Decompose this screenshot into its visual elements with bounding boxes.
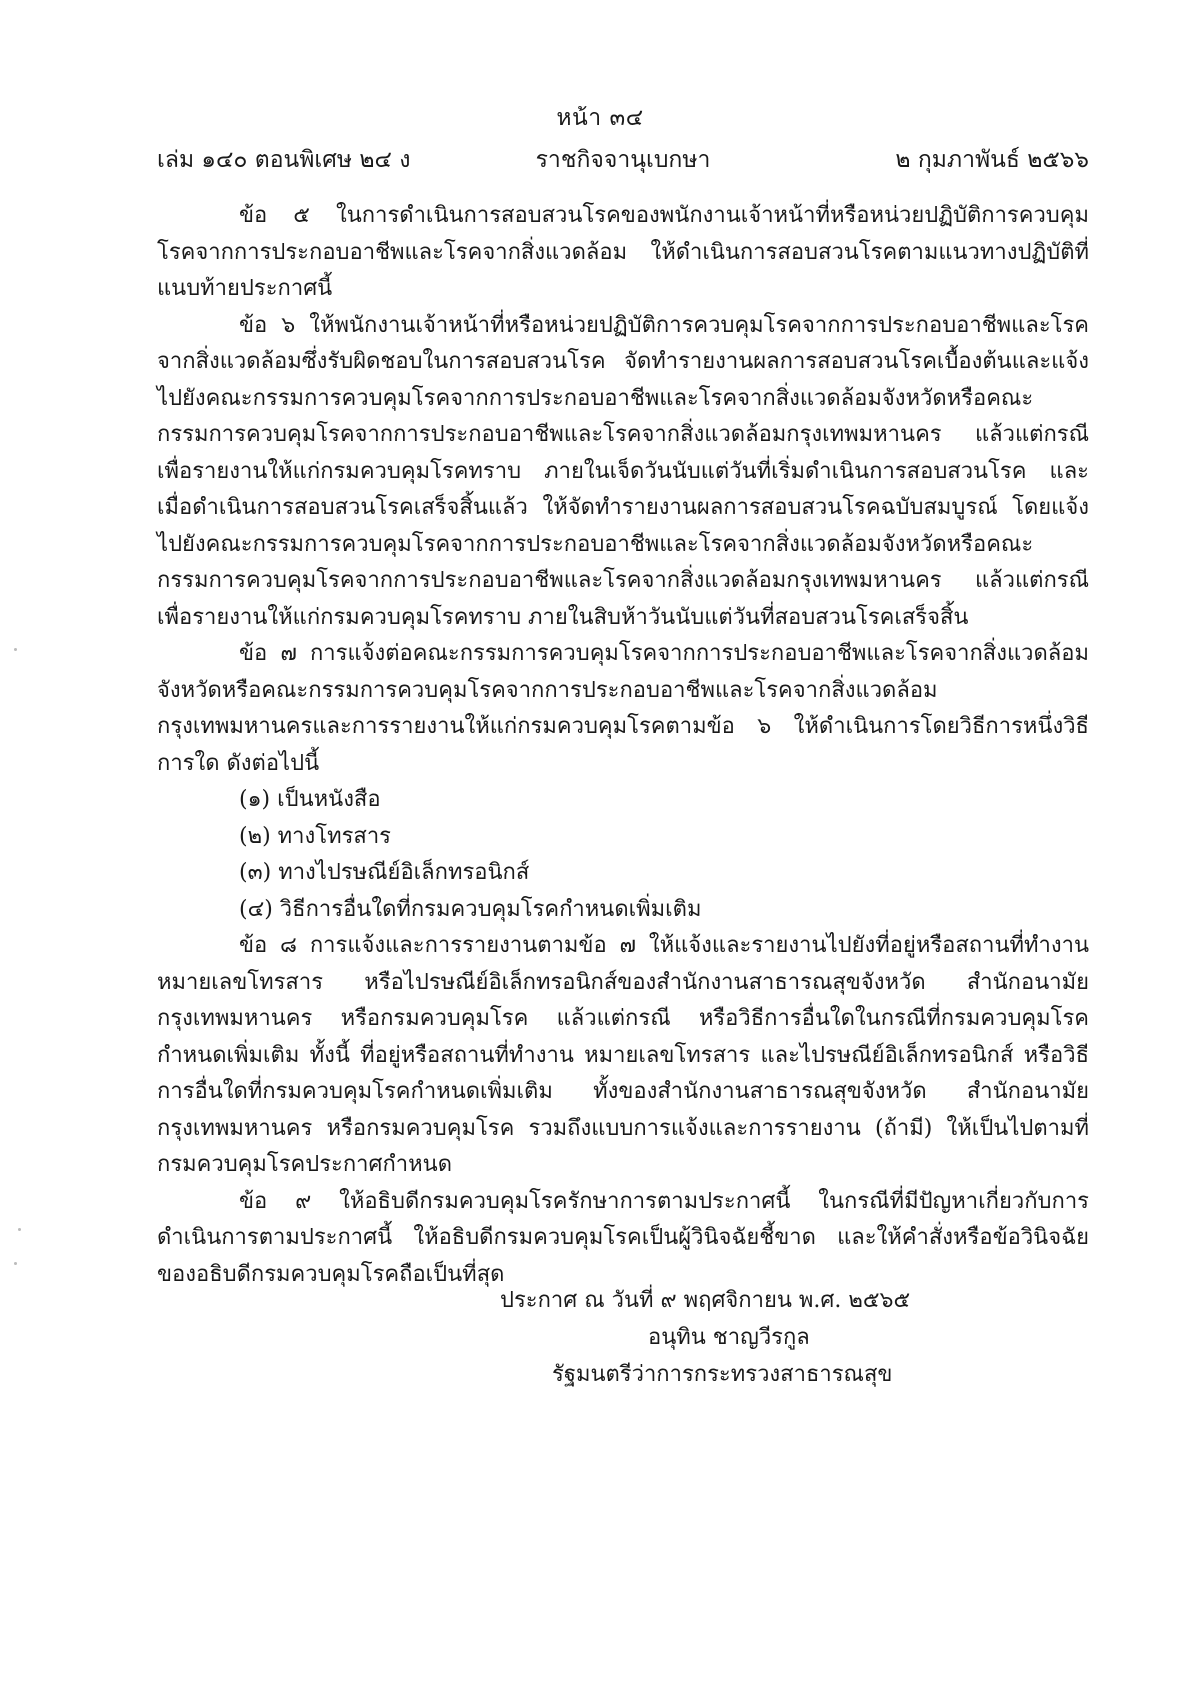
signatory-name: อนุทิน ชาญวีรกูล (648, 1325, 810, 1350)
gazette-header (157, 142, 1089, 176)
signatory-position: รัฐมนตรีว่าการกระทรวงสาธารณสุข (552, 1362, 893, 1387)
clause-7: ข้อ ๗ การแจ้งต่อคณะกรรมการควบคุมโรคจากการประกอบอาชีพและโรคจากสิ่งแวดล้อมจังหวัดหรือคณะกรรมการควบคุมโรคจากการประกอบอาชีพและโรคจากสิ่งแวดล้อมกรุงเทพมหานครและการรายงานให้แก่กรมควบคุมโรคตามข้อ ๖ ให้ดำเนินการโดยวิธีการหนึ่งวิธีการใด ดังต่อไปนี้ (157, 641, 1089, 776)
clause-7-item-2: (๒) ทางโทรสาร (239, 823, 391, 849)
scan-speck (14, 1262, 17, 1265)
scan-speck (18, 1228, 21, 1231)
clause-7-item-1: (๑) เป็นหนังสือ (239, 787, 381, 812)
announcement-date: ประกาศ ณ วันที่ ๙ พฤศจิกายน พ.ศ. ๒๕๖๕ (500, 1288, 911, 1313)
volume-info: เล่ม ๑๔๐ ตอนพิเศษ ๒๔ ง (157, 147, 411, 173)
clause-7-item-4: (๔) วิธีการอื่นใดที่กรมควบคุมโรคกำหนดเพิ่มเติม (239, 896, 702, 922)
signature-block (0, 1282, 1200, 1393)
scan-speck (14, 648, 17, 651)
clause-6: ข้อ ๖ ให้พนักงานเจ้าหน้าที่หรือหน่วยปฏิบัติการควบคุมโรคจากการประกอบอาชีพและโรคจากสิ่งแวดล้อมซึ่งรับผิดชอบในการสอบสวนโรค จัดทำรายงานผลการสอบสวนโรคเบื้องต้นและแจ้งไปยังคณะกรรมการควบคุมโรคจากการประกอบอาชีพและโรคจากสิ่งแวดล้อมจังหวัดหรือคณะกรรมการควบคุมโรคจากการประกอบอาชีพและโรคจากสิ่งแวดล้อมกรุงเทพมหานคร แล้วแต่กรณี เพื่อรายงานให้แก่กรมควบคุมโรคทราบ ภายในเจ็ดวันนับแต่วันที่เริ่มดำเนินการสอบสวนโรค และเมื่อดำเนินการสอบสวนโรคเสร็จสิ้นแล้ว ให้จัดทำรายงานผลการสอบสวนโรคฉบับสมบูรณ์ โดยแจ้งไปยังคณะกรรมการควบคุมโรคจากการประกอบอาชีพและโรคจากสิ่งแวดล้อมจังหวัดหรือคณะกรรมการควบคุมโรคจากการประกอบอาชีพและโรคจากสิ่งแวดล้อมกรุงเทพมหานคร แล้วแต่กรณี เพื่อรายงานให้แก่กรมควบคุมโรคทราบ ภายในสิบห้าวันนับแต่วันที่สอบสวนโรคเสร็จสิ้น (157, 312, 1089, 630)
publication-name: ราชกิจจานุเบกษา (535, 147, 711, 173)
clause-9: ข้อ ๙ ให้อธิบดีกรมควบคุมโรครักษาการตามประกาศนี้ ในกรณีที่มีปัญหาเกี่ยวกับการดำเนินการตามประกาศนี้ ให้อธิบดีกรมควบคุมโรคเป็นผู้วินิจฉัยชี้ขาด และให้คำสั่งหรือข้อวินิจฉัยของอธิบดีกรมควบคุมโรคถือเป็นที่สุด (157, 1188, 1089, 1287)
publication-date: ๒ กุมภาพันธ์ ๒๕๖๖ (895, 147, 1089, 173)
document-body (157, 198, 1089, 1293)
page-number: หน้า ๓๔ (556, 105, 644, 131)
clause-5: ข้อ ๕ ในการดำเนินการสอบสวนโรคของพนักงานเจ้าหน้าที่หรือหน่วยปฏิบัติการควบคุมโรคจากการประกอบอาชีพและโรคจากสิ่งแวดล้อม ให้ดำเนินการสอบสวนโรคตามแนวทางปฏิบัติที่แนบท้ายประกาศนี้ (157, 203, 1089, 301)
clause-7-item-3: (๓) ทางไปรษณีย์อิเล็กทรอนิกส์ (239, 860, 530, 885)
clause-8: ข้อ ๘ การแจ้งและการรายงานตามข้อ ๗ ให้แจ้งและรายงานไปยังที่อยู่หรือสถานที่ทำงาน หมายเลขโทรสาร หรือไปรษณีย์อิเล็กทรอนิกส์ของสำนักงานสาธารณสุขจังหวัด สำนักอนามัยกรุงเทพมหานคร หรือกรมควบคุมโรค แล้วแต่กรณี หรือวิธีการอื่นใดในกรณีที่กรมควบคุมโรคกำหนดเพิ่มเติม ทั้งนี้ ที่อยู่หรือสถานที่ทำงาน หมายเลขโทรสาร และไปรษณีย์อิเล็กทรอนิกส์ หรือวิธีการอื่นใดที่กรมควบคุมโรคกำหนดเพิ่มเติม ทั้งของสำนักงานสาธารณสุขจังหวัด สำนักอนามัย กรุงเทพมหานคร หรือกรมควบคุมโรค รวมถึงแบบการแจ้งและการรายงาน (ถ้ามี) ให้เป็นไปตามที่กรมควบคุมโรคประกาศกำหนด (157, 933, 1089, 1177)
